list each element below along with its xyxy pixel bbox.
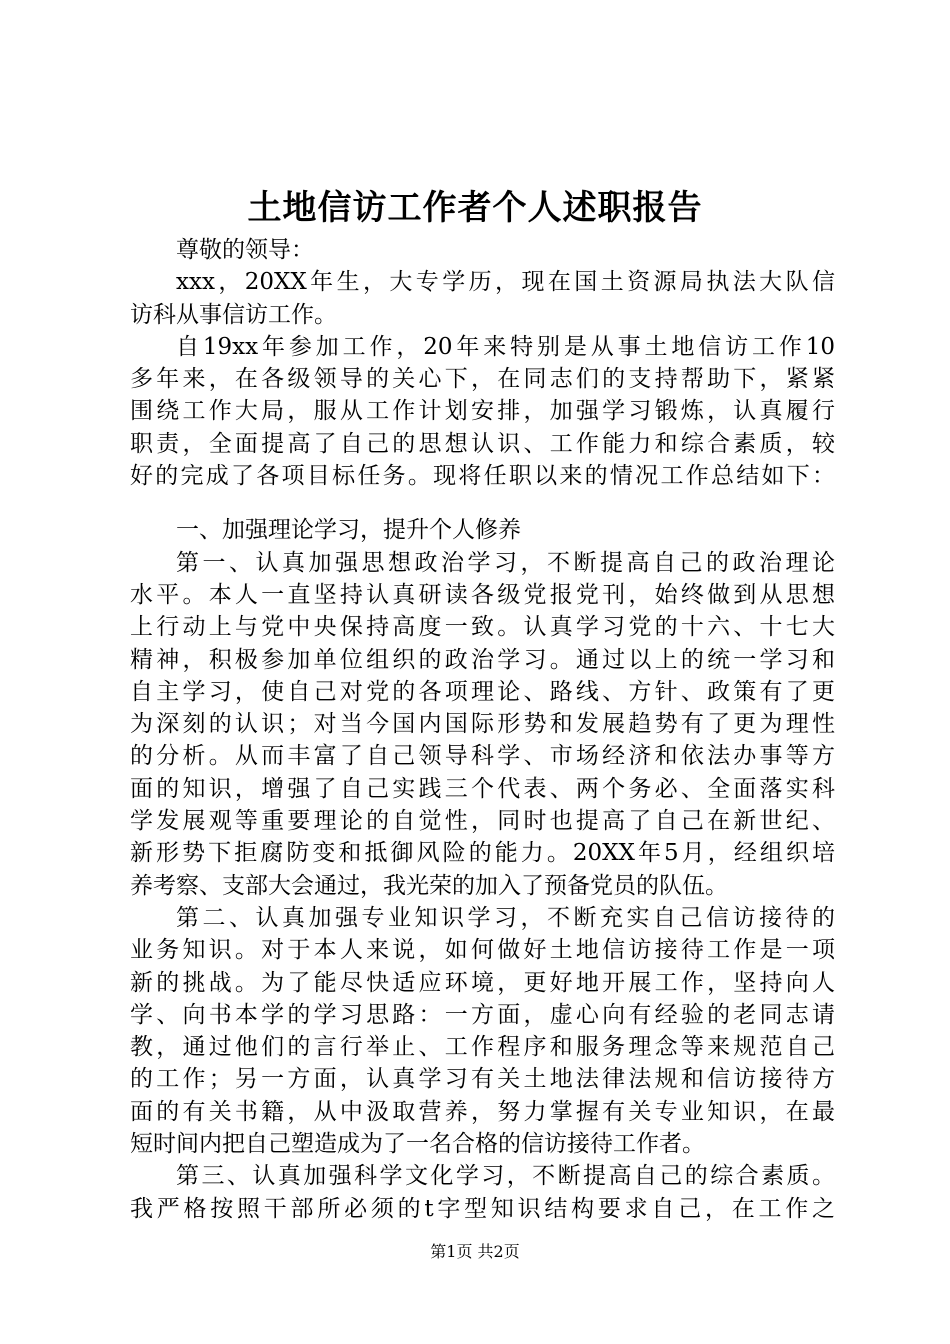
text-line: 一、加强理论学习，提升个人修养 <box>176 517 521 544</box>
text-line: 面的有关书籍，从中汲取营养，努力掌握有关专业知识，在最 <box>130 1098 835 1125</box>
text-line: 为深刻的认识；对当今国内国际形势和发展趋势有了更为理性 <box>130 711 835 738</box>
text-line: 好的完成了各项目标任务。现将任职以来的情况工作总结如下： <box>130 463 835 490</box>
document-title: 土地信访工作者个人述职报告 <box>247 188 703 228</box>
text-line: 围绕工作大局，服从工作计划安排，加强学习锻炼，认真履行 <box>130 398 835 425</box>
text-line: 养考察、支部大会通过，我光荣的加入了预备党员的队伍。 <box>130 872 728 899</box>
text-line: 学、向书本学的学习思路：一方面，虚心向有经验的老同志请 <box>130 1001 835 1028</box>
text-line: 自主学习，使自己对党的各项理论、路线、方针、政策有了更 <box>130 678 835 705</box>
text-line: 教，通过他们的言行举止、工作程序和服务理念等来规范自己 <box>130 1034 835 1061</box>
text-line: 业务知识。对于本人来说，如何做好土地信访接待工作是一项 <box>130 937 835 964</box>
text-line: 尊敬的领导： <box>176 237 314 263</box>
text-line: 访科从事信访工作。 <box>130 301 337 328</box>
text-line: xxx，20XX年生，大专学历，现在国土资源局执法大队信 <box>176 269 835 296</box>
text-line: 的分析。从而丰富了自己领导科学、市场经济和依法办事等方 <box>130 743 835 770</box>
text-line: 上行动上与党中央保持高度一致。认真学习党的十六、十七大 <box>130 614 835 641</box>
text-line: 新形势下拒腐防变和抵御风险的能力。20XX年5月，经组织培 <box>130 840 835 867</box>
text-line: 短时间内把自己塑造成为了一名合格的信访接待工作者。 <box>130 1131 705 1158</box>
text-line: 学发展观等重要理论的自觉性，同时也提高了自己在新世纪、 <box>130 808 835 835</box>
paragraph-gap <box>130 492 835 514</box>
text-line: 职责，全面提高了自己的思想认识、工作能力和综合素质，较 <box>130 430 835 457</box>
text-line: 精神，积极参加单位组织的政治学习。通过以上的统一学习和 <box>130 646 835 673</box>
text-line: 新的挑战。为了能尽快适应环境，更好地开展工作，坚持向人 <box>130 969 835 996</box>
document-body <box>130 234 835 1225</box>
text-line: 的工作；另一方面，认真学习有关土地法律法规和信访接待方 <box>130 1066 835 1093</box>
text-line: 第一、认真加强思想政治学习，不断提高自己的政治理论 <box>176 549 835 576</box>
text-line: 第三、认真加强科学文化学习，不断提高自己的综合素质。 <box>176 1163 835 1190</box>
text-line: 多年来，在各级领导的关心下，在同志们的支持帮助下，紧紧 <box>130 366 835 393</box>
text-line: 自19xx年参加工作，20年来特别是从事土地信访工作10 <box>176 333 835 360</box>
text-line: 水平。本人一直坚持认真研读各级党报党刊，始终做到从思想 <box>130 581 835 608</box>
text-line: 我严格按照干部所必须的t字型知识结构要求自己，在工作之 <box>130 1195 835 1222</box>
text-line: 第二、认真加强专业知识学习，不断充实自己信访接待的 <box>176 904 835 931</box>
page-footer: 第1页 共2页 <box>430 1242 520 1261</box>
text-line: 面的知识，增强了自己实践三个代表、两个务必、全面落实科 <box>130 775 835 802</box>
